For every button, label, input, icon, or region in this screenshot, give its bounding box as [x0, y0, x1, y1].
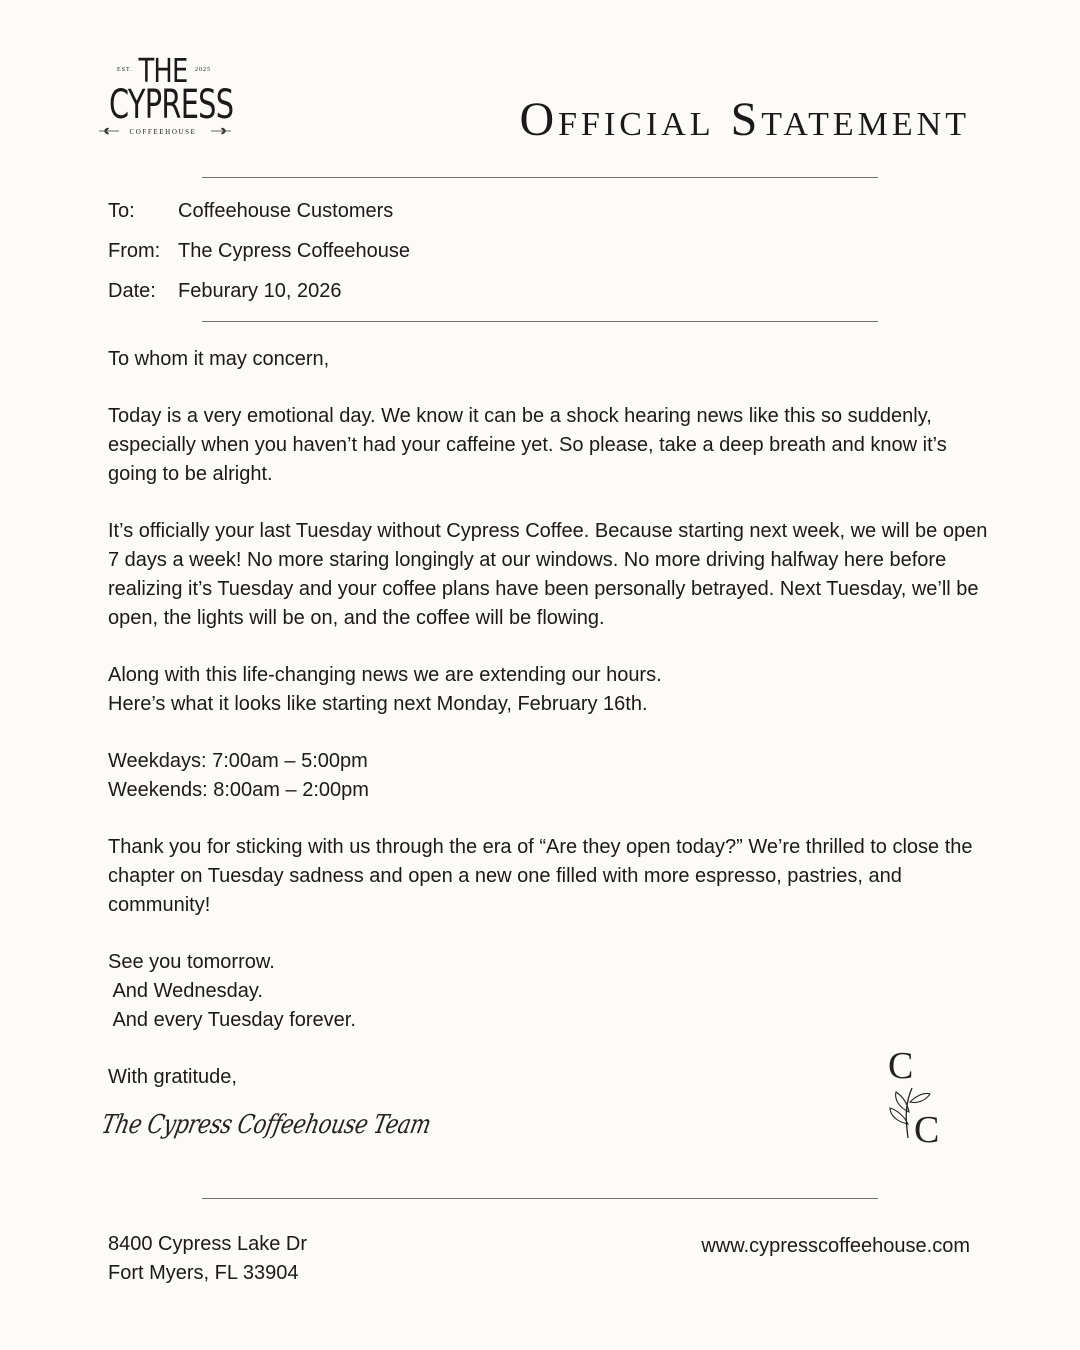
date-value: Feburary 10, 2026 — [178, 280, 342, 302]
paragraph-1: Today is a very emotional day. We know it can be a shock hearing news like this so suddenly, especially when you haven’t had your caffeine yet. So please, take a deep breath and know it’s going to be alright. — [108, 405, 947, 485]
logo-subtitle: COFFEEHOUSE — [129, 128, 197, 136]
hours-weekends: Weekends: 8:00am – 2:00pm — [108, 779, 369, 801]
brand-logo — [88, 52, 238, 144]
from-value: The Cypress Coffeehouse — [178, 240, 410, 262]
paragraph-2: It’s officially your last Tuesday without Cypress Coffee. Because starting next week, we will be open 7 days a week! No more staring longingly at our windows. No more driving halfway here before realizing it’s Tuesday and your coffee plans have been personally betrayed. Next Tuesday, we’ll be open, the lights will be on, and the coffee will be flowing. — [108, 520, 988, 629]
letter-body — [108, 345, 988, 1092]
divider-bottom — [202, 1198, 878, 1199]
signature: The Cypress Coffeehouse Team — [98, 1110, 434, 1140]
address-line-1: 8400 Cypress Lake Dr — [108, 1233, 307, 1255]
memo-date — [108, 279, 341, 303]
closing-line-1: See you tomorrow. — [108, 951, 275, 973]
paragraph-3-line-1: Along with this life-changing news we are extending our hours. — [108, 664, 662, 686]
closing-line-2: And Wednesday. — [108, 980, 263, 1002]
signoff: With gratitude, — [108, 1066, 237, 1088]
page-title: Official Statement — [519, 93, 970, 146]
divider-top — [202, 177, 878, 178]
monogram-top-letter: C — [888, 1045, 914, 1087]
salutation: To whom it may concern, — [108, 348, 330, 370]
memo-to — [108, 199, 393, 223]
address — [108, 1230, 307, 1288]
paragraph-3-line-2: Here’s what it looks like starting next Monday, February 16th. — [108, 693, 648, 715]
closing-line-3: And every Tuesday forever. — [108, 1009, 356, 1031]
divider-middle — [202, 321, 878, 322]
monogram-bottom-letter: C — [914, 1109, 940, 1151]
paragraph-4: Thank you for sticking with us through the era of “Are they open today?” We’re thrilled to close the chapter on Tuesday sadness and open a new one filled with more espresso, pastries, and community! — [108, 836, 973, 916]
logo-cypress: CYPRESS — [109, 82, 234, 128]
to-value: Coffeehouse Customers — [178, 200, 394, 222]
memo-from — [108, 239, 410, 263]
hours-weekdays: Weekdays: 7:00am – 5:00pm — [108, 750, 368, 772]
monogram-icon — [880, 1042, 950, 1152]
date-label: Date: — [108, 280, 156, 302]
website-link[interactable]: www.cypresscoffeehouse.com — [701, 1235, 970, 1257]
to-label: To: — [108, 200, 135, 222]
from-label: From: — [108, 240, 161, 262]
logo-est: EST. — [117, 67, 133, 73]
logo-the: THE — [138, 51, 188, 90]
address-line-2: Fort Myers, FL 33904 — [108, 1262, 299, 1284]
logo-year: 2025 — [195, 67, 211, 73]
sprig-right-icon — [210, 126, 232, 136]
